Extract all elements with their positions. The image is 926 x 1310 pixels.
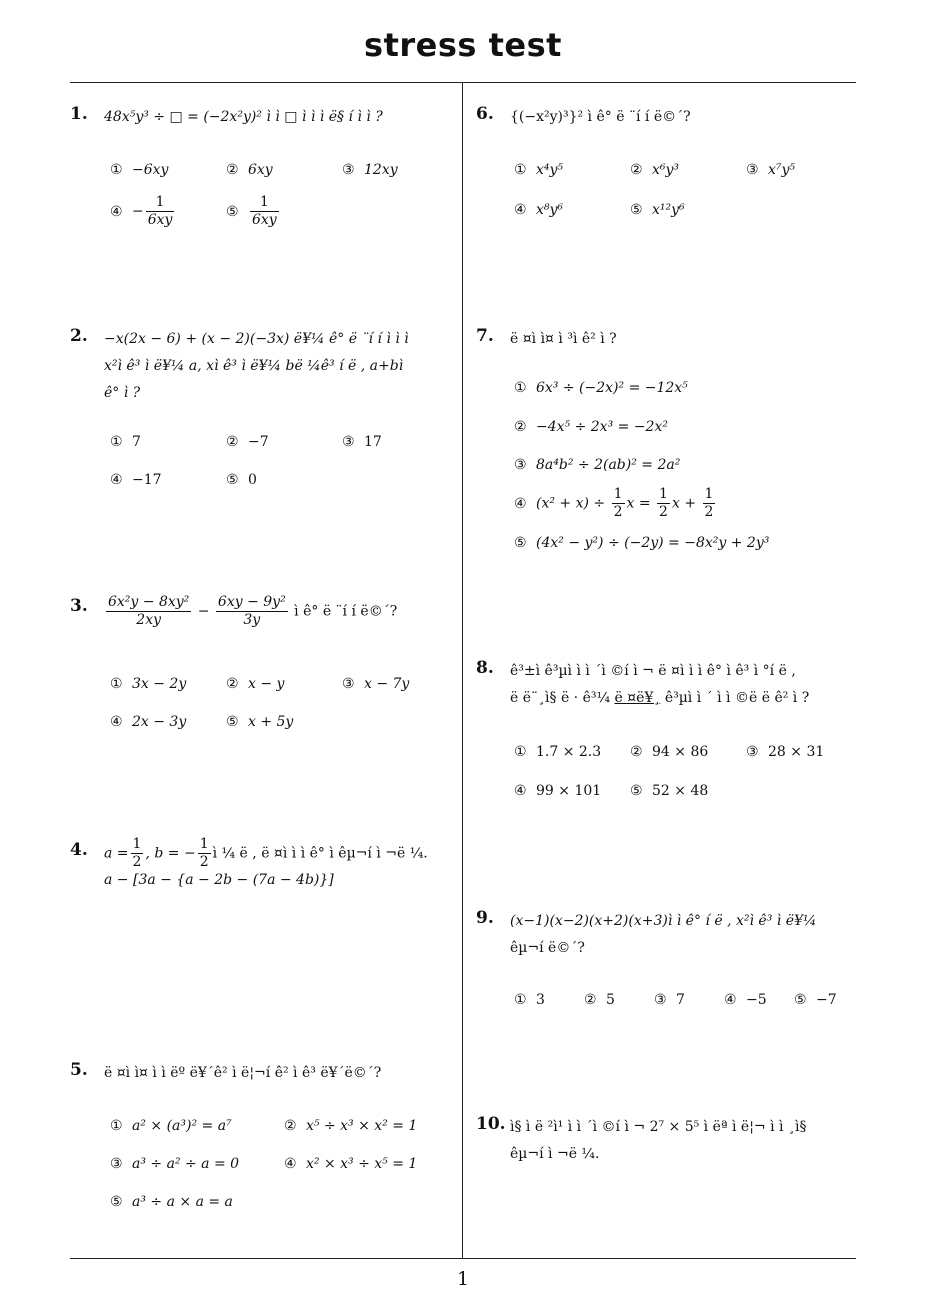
option-3[interactable] <box>514 457 680 473</box>
option-3[interactable] <box>342 434 382 450</box>
option-text: 0 <box>248 472 257 488</box>
option-marker: ② <box>226 434 239 450</box>
option-text: −7 <box>248 434 269 450</box>
option-2[interactable] <box>514 419 668 435</box>
option-text: x² × x³ ÷ x⁵ = 1 <box>306 1156 418 1172</box>
option-5[interactable] <box>630 202 685 218</box>
question-number: 4. <box>70 840 88 860</box>
option-text: 94 × 86 <box>652 744 709 760</box>
option-text: (4x² − y²) ÷ (−2y) = −8x²y + 2y³ <box>536 535 770 551</box>
option-1[interactable] <box>514 744 601 760</box>
fraction-denominator: 2 <box>613 504 623 520</box>
question-number: 3. <box>70 596 88 616</box>
page-number: 1 <box>456 1268 470 1290</box>
option-5[interactable] <box>794 992 837 1008</box>
fraction-numerator: 1 <box>704 486 714 502</box>
fraction-denominator: 2 <box>199 854 209 870</box>
fraction-denominator: 2 <box>659 504 668 520</box>
fraction <box>216 594 288 629</box>
option-marker: ⑤ <box>514 535 527 551</box>
fraction <box>250 194 279 229</box>
option-2[interactable] <box>226 434 269 450</box>
option-1[interactable] <box>110 1118 232 1134</box>
question-line: ê³±ì ê³µì ì ì ´ì ©í ì ¬ ë ¤ì ì ì ê° ì ê³ ì °í ë , <box>510 663 796 679</box>
option-3[interactable] <box>342 162 398 178</box>
option-text: 5 <box>606 992 615 1008</box>
fraction-numerator: 6xy − 9y² <box>217 594 286 610</box>
option-text: x⁷y⁵ <box>768 162 796 178</box>
question-line <box>510 685 809 712</box>
question-number: 5. <box>70 1060 88 1080</box>
question-line: ì§ ì ë ²ì¹ ì ì ´ì ©í ì ¬ 2⁷ × 5⁵ ì ëª ì ë¦¬ ì ì ¸ì§ <box>510 1119 807 1135</box>
question-text: ë ¤ì ì¤ ì ³ì ê² ì ? <box>510 331 617 347</box>
option-1[interactable] <box>514 162 563 178</box>
option-2[interactable] <box>630 744 708 760</box>
option-4[interactable] <box>284 1156 417 1172</box>
option-text: x¹²y⁶ <box>652 202 685 218</box>
option-marker: ⑤ <box>630 202 643 218</box>
option-marker: ① <box>514 744 527 760</box>
option-4[interactable] <box>110 472 162 488</box>
option-marker: ⑤ <box>794 992 807 1008</box>
fraction-numerator: 1 <box>613 486 623 502</box>
option-1[interactable] <box>514 380 688 396</box>
option-marker: ① <box>514 992 527 1008</box>
option-2[interactable] <box>284 1118 417 1134</box>
option-marker: ④ <box>724 992 737 1008</box>
fraction-numerator: 1 <box>659 486 668 502</box>
option-5[interactable] <box>226 194 281 229</box>
minus-sign: − <box>197 603 210 620</box>
question-number: 2. <box>70 326 88 346</box>
question-text <box>104 836 428 889</box>
option-marker: ⑤ <box>226 203 239 220</box>
option-marker: ① <box>110 676 123 692</box>
option-text: 7 <box>676 992 685 1008</box>
question-line: a − [3a − {a − 2b − (7a − 4b)}] <box>104 872 334 888</box>
option-4[interactable] <box>110 194 176 229</box>
fraction <box>657 486 670 521</box>
column-divider <box>462 82 463 1258</box>
option-3[interactable] <box>342 676 409 692</box>
option-marker: ④ <box>110 203 123 220</box>
option-4[interactable] <box>724 992 767 1008</box>
top-rule <box>70 82 856 83</box>
option-sign: − <box>132 203 144 220</box>
fraction-denominator: 2 <box>704 504 714 520</box>
question-text <box>510 908 816 962</box>
fraction <box>612 486 625 521</box>
option-text: x = <box>626 495 651 512</box>
option-text: 6x³ ÷ (−2x)² = −12x⁵ <box>536 380 688 396</box>
question-text <box>510 1114 806 1168</box>
option-marker: ④ <box>514 202 527 218</box>
fraction-numerator: 6x²y − 8xy² <box>108 594 190 610</box>
question-line <box>104 836 428 871</box>
option-text: −4x⁵ ÷ 2x³ = −2x² <box>536 419 668 435</box>
option-marker: ④ <box>514 495 527 512</box>
option-5[interactable] <box>110 1194 233 1210</box>
option-text: 99 × 101 <box>536 783 602 799</box>
option-text: 3 <box>536 992 545 1008</box>
option-marker: ① <box>110 1118 123 1134</box>
question-text: {(−x²y)³}² ì ê° ë ¨í í ë©´? <box>510 109 691 125</box>
option-3[interactable] <box>746 744 824 760</box>
fraction-numerator: 1 <box>132 836 142 852</box>
question-text <box>104 326 409 407</box>
option-text: a² × (a³)² = a⁷ <box>132 1118 232 1134</box>
option-marker: ④ <box>514 783 527 799</box>
option-text: x⁶y³ <box>652 162 680 178</box>
option-5[interactable] <box>226 714 293 730</box>
question-number: 6. <box>476 104 494 124</box>
option-marker: ① <box>514 380 527 396</box>
question-line: êµ¬í ë©´? <box>510 940 585 956</box>
question-text <box>104 594 397 629</box>
option-text: x − 7y <box>364 676 410 692</box>
option-text: x + <box>671 495 697 512</box>
option-text: −7 <box>816 992 837 1008</box>
option-marker: ⑤ <box>226 714 239 730</box>
option-marker: ③ <box>110 1156 123 1172</box>
fraction-denominator: 2 <box>132 854 142 870</box>
option-4[interactable] <box>514 783 601 799</box>
fraction-numerator: 1 <box>146 194 175 212</box>
option-text: −6xy <box>132 162 169 178</box>
option-text: x − y <box>248 676 285 692</box>
question-number: 7. <box>476 326 494 346</box>
fraction <box>146 194 175 229</box>
question-line: −x(2x − 6) + (x − 2)(−3x) ë¥¼ ê° ë ¨í í ì ì ì <box>104 331 409 347</box>
option-5[interactable] <box>630 783 708 799</box>
option-marker: ② <box>226 162 239 178</box>
option-5[interactable] <box>514 535 769 551</box>
fraction-denominator: 2xy <box>136 612 161 628</box>
question-text: ë ¤ì ì¤ ì ì ëº ë¥´ê² ì ë¦¬í ê² ì ê³ ë¥´ë©´? <box>104 1065 382 1081</box>
option-marker: ③ <box>342 676 355 692</box>
option-text: 28 × 31 <box>768 744 825 760</box>
option-marker: ③ <box>746 162 759 178</box>
option-3[interactable] <box>746 162 795 178</box>
option-text: (x² + x) ÷ <box>536 495 606 512</box>
option-marker: ③ <box>342 162 355 178</box>
underlined-text: ë ¤ë¥¸ <box>614 690 661 706</box>
option-text: 52 × 48 <box>652 783 709 799</box>
option-marker: ③ <box>514 457 527 473</box>
option-text: x⁵ ÷ x³ × x² = 1 <box>306 1118 418 1134</box>
option-text: x⁸y⁶ <box>536 202 564 218</box>
option-marker: ③ <box>342 434 355 450</box>
option-text: 6xy <box>248 162 273 178</box>
var-a-eq: a = <box>104 845 129 862</box>
question-number: 10. <box>476 1114 506 1134</box>
question-tail: ì ê° ë ¨í í ë©´? <box>294 603 398 620</box>
option-marker: ⑤ <box>630 783 643 799</box>
option-marker: ⑤ <box>110 1194 123 1210</box>
fraction <box>106 594 191 629</box>
option-marker: ① <box>514 162 527 178</box>
option-4[interactable] <box>110 714 186 730</box>
question-fragment: ê³µì ì ´ ì ì ©ë ë ê² ì ? <box>664 690 810 706</box>
option-3[interactable] <box>654 992 685 1008</box>
bottom-rule <box>70 1258 856 1259</box>
option-2[interactable] <box>630 162 679 178</box>
option-2[interactable] <box>584 992 615 1008</box>
question-line: (x−1)(x−2)(x+2)(x+3)ì ì ê° í ë , x²ì ê³ ì ë¥¼ <box>510 913 817 929</box>
option-marker: ② <box>630 744 643 760</box>
option-marker: ⑤ <box>226 472 239 488</box>
option-text: 2x − 3y <box>132 714 187 730</box>
var-b-eq: , b = − <box>145 845 196 862</box>
option-marker: ① <box>110 162 123 178</box>
option-3[interactable] <box>110 1156 239 1172</box>
option-marker: ② <box>514 419 527 435</box>
option-marker: ③ <box>746 744 759 760</box>
option-marker: ② <box>226 676 239 692</box>
option-marker: ② <box>284 1118 297 1134</box>
option-text: a³ ÷ a² ÷ a = 0 <box>132 1156 240 1172</box>
option-text: x⁴y⁵ <box>536 162 564 178</box>
option-1[interactable] <box>110 434 141 450</box>
option-marker: ④ <box>110 472 123 488</box>
option-text: 12xy <box>364 162 398 178</box>
question-text: 48x⁵y³ ÷ □ = (−2x²y)² ì ì □ ì ì ì ë§ í ì ì ? <box>104 109 383 125</box>
option-1[interactable] <box>514 992 545 1008</box>
option-1[interactable] <box>110 162 168 178</box>
fraction <box>198 836 211 871</box>
option-5[interactable] <box>226 472 257 488</box>
question-line: ê° ì ? <box>104 385 141 401</box>
fraction-denominator: 6xy <box>147 212 173 228</box>
option-marker: ③ <box>654 992 667 1008</box>
question-line: x²ì ê³ ì ë¥¼ a, xì ê³ ì ë¥¼ bë ¼ê³ í ë , a+bì <box>104 358 404 374</box>
option-2[interactable] <box>226 676 284 692</box>
fraction-numerator: 1 <box>250 194 279 212</box>
option-text: 3x − 2y <box>132 676 187 692</box>
option-4[interactable] <box>514 202 563 218</box>
question-fragment: ë ë¨¸ì§ ë · ê³¼ <box>510 690 611 706</box>
question-line: êµ¬í ì ¬ë ¼. <box>510 1146 600 1162</box>
option-text: 8a⁴b² ÷ 2(ab)² = 2a² <box>536 457 681 473</box>
option-marker: ④ <box>284 1156 297 1172</box>
question-number: 1. <box>70 104 88 124</box>
option-marker: ① <box>110 434 123 450</box>
question-tail: ì ¼ ë , ë ¤ì ì ì ê° ì êµ¬í ì ¬ë ¼. <box>212 845 428 862</box>
question-number: 9. <box>476 908 494 928</box>
fraction-numerator: 1 <box>199 836 209 852</box>
option-text: x + 5y <box>248 714 294 730</box>
question-number: 8. <box>476 658 494 678</box>
option-marker: ④ <box>110 714 123 730</box>
option-text: −5 <box>746 992 767 1008</box>
option-text: 17 <box>364 434 382 450</box>
question-text <box>510 658 809 712</box>
page-title: stress test <box>364 26 562 64</box>
fraction <box>131 836 144 871</box>
option-text: 1.7 × 2.3 <box>536 744 602 760</box>
option-text: a³ ÷ a × a = a <box>132 1194 233 1210</box>
option-1[interactable] <box>110 676 186 692</box>
option-4[interactable] <box>514 486 717 521</box>
option-marker: ② <box>584 992 597 1008</box>
option-text: −17 <box>132 472 162 488</box>
option-marker: ② <box>630 162 643 178</box>
fraction-denominator: 3y <box>243 612 261 628</box>
fraction-denominator: 6xy <box>252 212 277 228</box>
option-text: 7 <box>132 434 141 450</box>
option-2[interactable] <box>226 162 273 178</box>
fraction <box>703 486 716 521</box>
